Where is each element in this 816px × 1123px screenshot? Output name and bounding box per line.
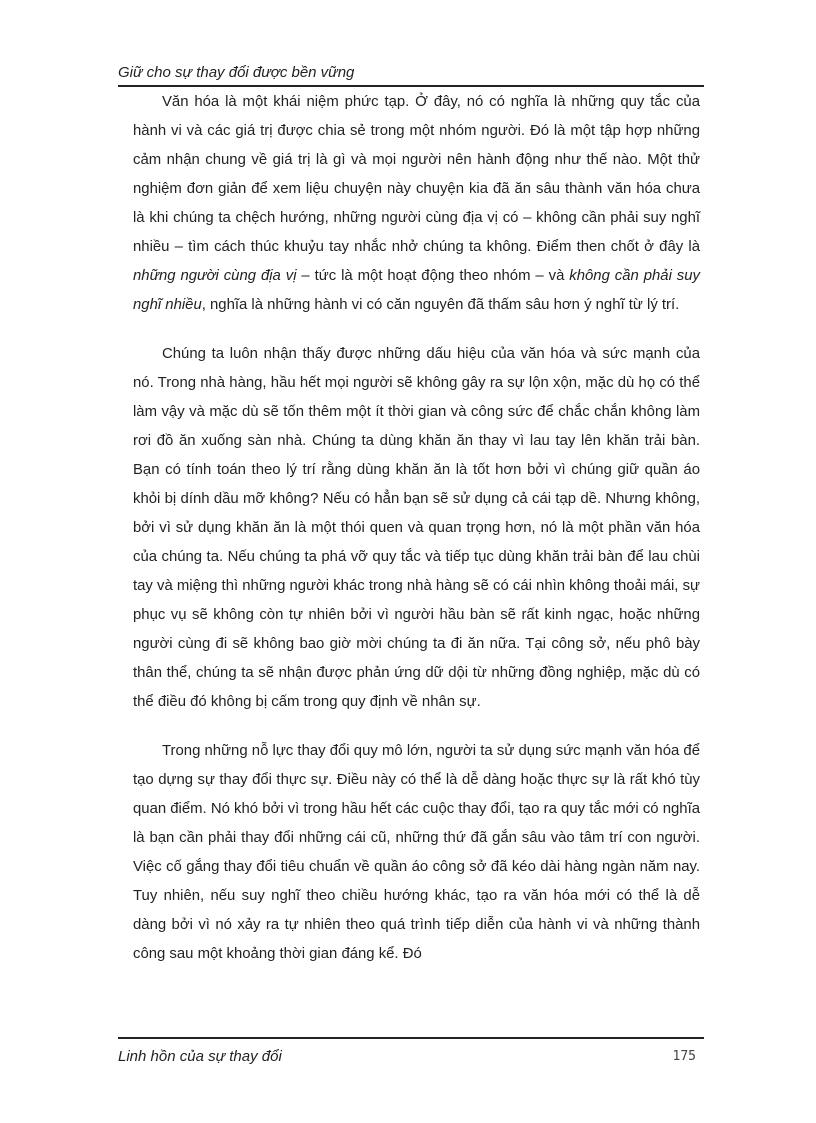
paragraph-large-scale-change: Trong những nỗ lực thay đổi quy mô lớn, người ta sử dụng sức mạnh văn hóa để tạo dựng sự thay đổi thực sự. Điều này có thể là dễ dàng hoặc thực sự là rất khó tùy quan điểm. Nó khó bởi vì trong hầu hết các cuộc thay đổi, tạo ra quy tắc mới có nghĩa là bạn cần phải thay đổi những cái cũ, những thứ đã gắn sâu vào tâm trí con người. Việc cố gắng thay đổi tiêu chuẩn về quần áo công sở đã kéo dài hàng ngàn năm nay. Tuy nhiên, nếu suy nghĩ theo chiều hướng khác, tạo ra văn hóa mới có thể là dễ dàng bởi vì nó xảy ra tự nhiên theo quá trình tiếp diễn của hành vi và những thành công sau một khoảng thời gian đáng kể. Đó: [133, 743, 700, 962]
page-body: [133, 88, 700, 969]
paragraph-text: , nghĩa là những hành vi có căn nguyên đã thấm sâu hơn ý nghĩ từ lý trí.: [201, 297, 680, 313]
running-footer-title: Linh hồn của sự thay đổi: [118, 1048, 282, 1065]
emphasis-text: những người cùng địa vị: [133, 268, 297, 284]
paragraph-culture-signs: Chúng ta luôn nhận thấy được những dấu hiệu của văn hóa và sức mạnh của nó. Trong nhà hàng, hầu hết mọi người sẽ không gây ra sự lộn xộn, mặc dù họ có thể làm vậy và mặc dù sẽ tốn thêm một ít thời gian và công sức để chắc chắn không làm rơi đồ ăn xuống sàn nhà. Chúng ta dùng khăn ăn thay vì lau tay lên khăn trải bàn. Bạn có tính toán theo lý trí rằng dùng khăn ăn là tốt hơn bởi vì chúng giữ quần áo khỏi bị dính dầu mỡ không? Nếu có hẳn bạn sẽ sử dụng cả cái tạp dề. Nhưng không, bởi vì sử dụng khăn ăn là một thói quen và quan trọng hơn, nó là một phần văn hóa của chúng ta. Nếu chúng ta phá vỡ quy tắc và tiếp tục dùng khăn trải bàn để lau chùi tay và miệng thì những người khác trong nhà hàng sẽ có cái nhìn không thoải mái, sự phục vụ sẽ không còn tự nhiên bởi vì người hầu bàn sẽ rất kinh ngạc, hoặc những người cùng đi sẽ không bao giờ mời chúng ta đi ăn nữa. Tại công sở, nếu phô bày thân thể, chúng ta sẽ nhận được phản ứng dữ dội từ những đồng nghiệp, mặc dù có thể điều đó không bị cấm trong quy định về nhân sự.: [133, 346, 700, 710]
page-footer: [118, 1037, 704, 1065]
paragraph-culture-definition: [133, 88, 700, 320]
page-header: [118, 63, 704, 87]
running-header-title: Giữ cho sự thay đổi được bền vững: [118, 64, 355, 81]
paragraph-text: Văn hóa là một khái niệm phức tạp. Ở đây, nó có nghĩa là những quy tắc của hành vi và các giá trị được chia sẻ trong một nhóm người. Đó là một tập hợp những cảm nhận chung về giá trị là gì và mọi người nên hành động như thế nào. Một thử nghiệm đơn giản để xem liệu chuyện này chuyện kia đã ăn sâu thành văn hóa chưa là khi chúng ta chệch hướng, những người cùng địa vị có – không cần phải suy nghĩ nhiều – tìm cách thúc khuỷu tay nhắc nhở chúng ta không. Điểm then chốt ở đây là: [133, 94, 700, 255]
page-number: 175: [672, 1049, 696, 1064]
paragraph-text: – tức là một hoạt động theo nhóm – và: [296, 268, 570, 284]
emphasis-text: không cần phải suy nghĩ nhiều: [133, 268, 700, 313]
